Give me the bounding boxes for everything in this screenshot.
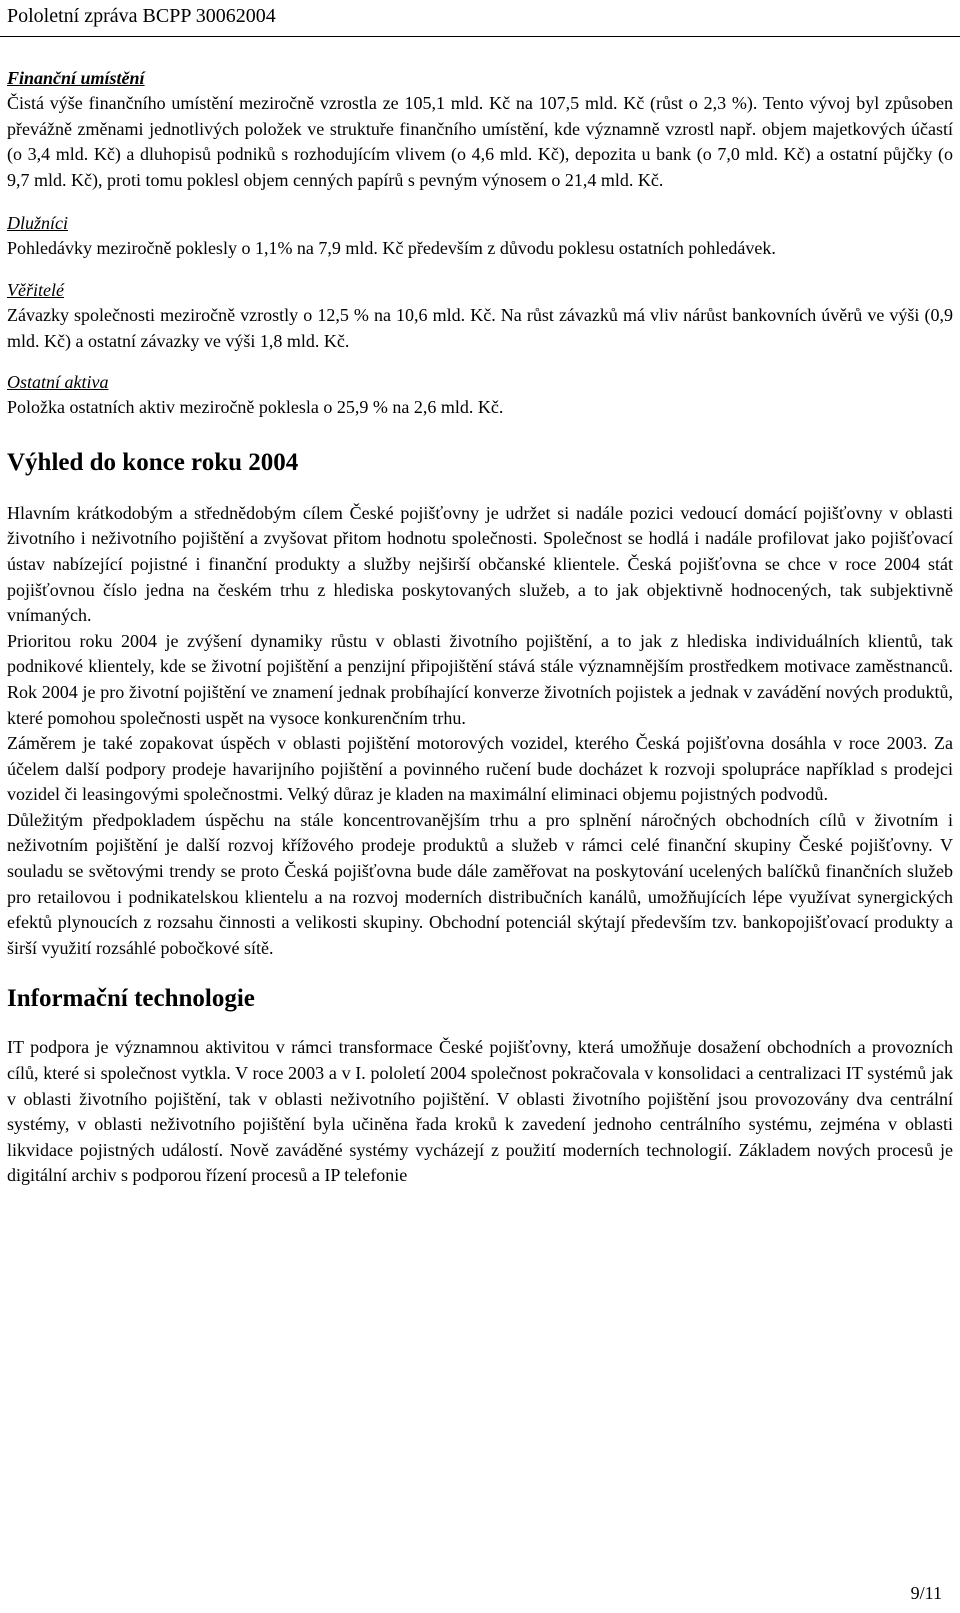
document-title: Pololetní zpráva BCPP 30062004 [7,5,276,27]
paragraph: Důležitým předpokladem úspěchu na stále koncentrovanějším trhu a pro splnění náročných obchodních cílů v životním i neživotním pojištění je další rozvoj křížového prodeje produktů a služeb v rámci celé finanční skupiny České pojišťovny. V souladu se světovými trendy se proto Česká pojišťovna bude dále zaměřovat na poskytování ucelených balíčků finančních služeb pro retailovou i podnikatelskou klientelu a na rozvoj moderních distribučních kanálů, umožňujících lépe využívat synergických efektů plynoucích z rozsahu činnosti a velikosti skupiny. Obchodní potenciál skýtají především tzv. bankopojišťovací produkty a širší využití rozsáhlé pobočkové sítě. [7,809,953,958]
section-heading: Věřitelé [7,279,64,300]
section-title-it: Informační technologie [7,985,255,1013]
section-text: Položka ostatních aktiv meziročně poklesla o 25,9 % na 2,6 mld. Kč. [7,397,504,418]
section-title-vyhled: Výhled do konce roku 2004 [7,448,299,476]
page-number: 9/11 [910,1583,942,1603]
paragraph: Prioritou roku 2004 je zvýšení dynamiky růstu v oblasti životního pojištění, a to jak z hlediska individuálních klientů, tak podnikové klientely, kde se životní pojištění a penzijní připojištění stává stále významnějším prostředkem motivace zaměstnanců. Rok 2004 je pro životní pojištění ve znamení jednak probíhající konverze životních pojistek a jednak v zavádění nových produktů, které pomohou společnosti uspět na vysoce konkurenčním trhu. [7,630,953,728]
document-body [7,66,953,1189]
paragraph: Hlavním krátkodobým a střednědobým cílem České pojišťovny je udržet si nadále pozici vedoucí domácí pojišťovny v oblasti životního i neživotního pojištění a zvyšovat přitom hodnotu společnosti. Společnost se hodlá i nadále profilovat jako pojišťovací ústav nabízející pojistné i finanční produkty a služby nejširší občanské klientele. Česká pojišťovna se chce v roce 2004 stát pojišťovnou číslo jedna na českém trhu z hlediska poskytovaných služeb, a to jak objektivně hodnocených, tak subjektivně vnímaných. [7,502,953,626]
paragraph: IT podpora je významnou aktivitou v rámci transformace České pojišťovny, která umožňuje dosažení obchodních a provozních cílů, které si společnost vytkla. V roce 2003 a v I. pololetí 2004 společnost pokračovala v konsolidaci a centralizaci IT systémů jak v oblasti životního pojištění, tak v oblasti neživotního pojištění. V oblasti životního pojištění jsou provozovány dva centrální systémy, v oblasti neživotního pojištění byla učiněna řada kroků k zavedení jednoho centrálního systému, zejména v oblasti likvidace pojistných událostí. Nově zaváděné systémy vycházejí z použití moderních technologií. Základem nových procesů je digitální archiv s podporou řízení procesů a IP telefonie [7,1037,953,1186]
section-financni-umisteni [7,66,953,193]
section-ostatni-aktiva [7,370,953,421]
page-header [0,0,960,37]
section-dluznici [7,211,953,262]
section-text: Závazky společnosti meziročně vzrostly o 12,5 % na 10,6 mld. Kč. Na růst závazků má vliv nárůst bankovních úvěrů ve výši (0,9 mld. Kč) a ostatní závazky ve výši 1,8 mld. Kč. [7,304,953,351]
paragraph: Záměrem je také zopakovat úspěch v oblasti pojištění motorových vozidel, kterého Česká pojišťovna dosáhla v roce 2003. Za účelem další podpory prodeje havarijního pojištění a povinného ručení bude docházet k rozvoji spolupráce například s prodejci vozidel či leasingovými společnostmi. Velký důraz je kladen na maximální eliminaci objemu pojistných podvodů. [7,733,953,805]
section-text: Čistá výše finančního umístění meziročně vzrostla ze 105,1 mld. Kč na 107,5 mld. Kč (růst o 2,3 %). Tento vývoj byl způsoben převážně změnami jednotlivých položek ve struktuře finančního umístění, kde významně vzrostl např. objem majetkových účastí (o 3,4 mld. Kč) a dluhopisů podniků s rozhodujícím vlivem (o 4,6 mld. Kč), depozita u bank (o 7,0 mld. Kč) a ostatní půjčky (o 9,7 mld. Kč), proti tomu poklesl objem cenných papírů s pevným výnosem o 21,4 mld. Kč. [7,93,953,190]
section-heading: Finanční umístění [7,68,145,88]
section-heading: Ostatní aktiva [7,372,109,393]
section-heading: Dlužníci [7,213,68,234]
section-text: Pohledávky meziročně poklesly o 1,1% na 7,9 mld. Kč především z důvodu poklesu ostatních pohledávek. [7,238,776,259]
section-veritele [7,278,953,354]
